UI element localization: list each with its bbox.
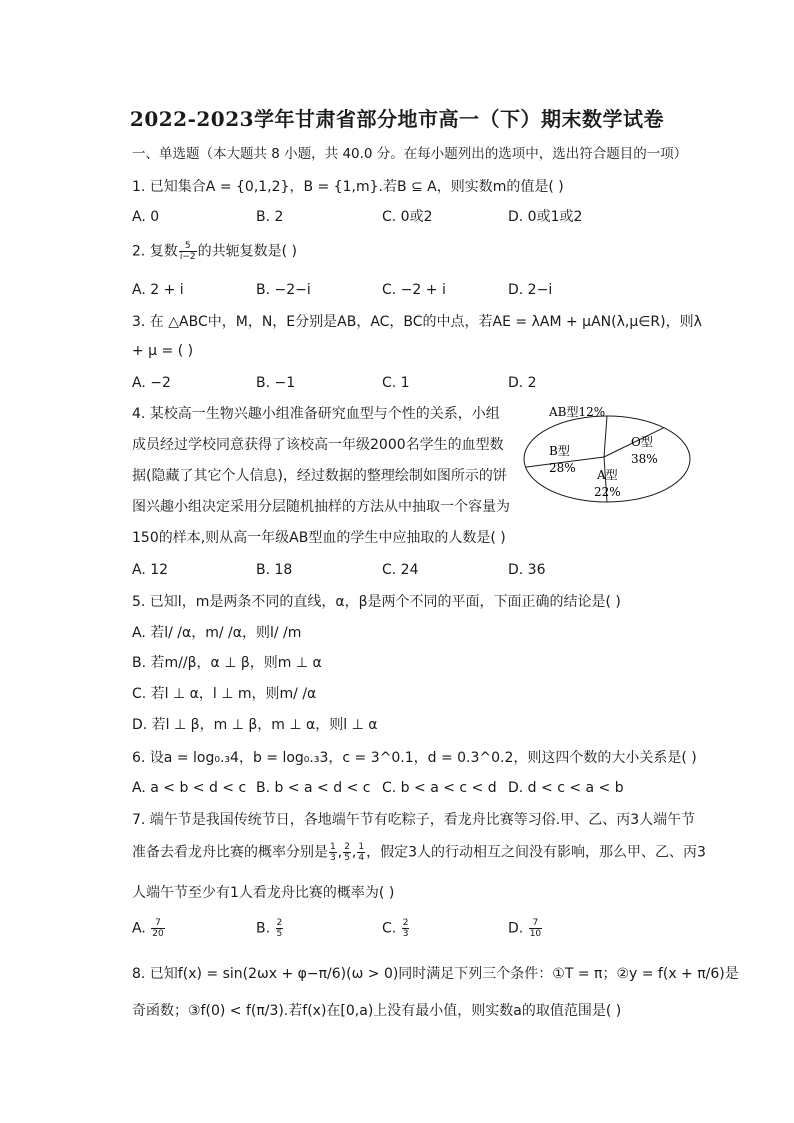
q7-option-c[interactable]: C. $\frac{2}{3}$ [382, 918, 409, 939]
pie-label-a: A型 [597, 468, 618, 482]
pie-divider-1 [604, 416, 607, 457]
q7-option-a[interactable]: A. $\frac{7}{20}$ [132, 918, 164, 939]
q6-option-c[interactable]: C. b < a < c < d [382, 780, 497, 796]
q5-option-d[interactable]: D. 若l ⊥ β，m ⊥ β，m ⊥ α，则l ⊥ α [132, 717, 378, 733]
question-4-line5: 150的样本,则从高一年级AB型血的学生中应抽取的人数是( ) [132, 530, 506, 546]
q2-frac-num: 5 [179, 241, 197, 252]
q4-option-a[interactable]: A. 12 [132, 562, 169, 578]
q3-option-a[interactable]: A. −2 [132, 375, 171, 391]
q7-line2-pre: 准备去看龙舟比赛的概率分别是 [132, 844, 328, 861]
section-header: 一、单选题（本大题共 8 小题，共 40.0 分。在每小题列出的选项中，选出符合题目的一项） [132, 146, 688, 162]
q7-option-d[interactable]: D. $\frac{7}{10}$ [508, 918, 542, 939]
q4-option-b[interactable]: B. 18 [256, 562, 293, 578]
question-5-stem: 5. 已知l，m是两条不同的直线，α，β是两个不同的平面，下面正确的结论是( ) [132, 594, 621, 610]
q3-option-d[interactable]: D. 2 [508, 375, 537, 391]
question-4-line4: 图兴趣小组决定采用分层随机抽样的方法从中抽取一个容量为 [132, 499, 510, 515]
question-6-stem: 6. 设a = log₀.₃4，b = log₀.₃3，c = 3^0.1，d = 0.3^0.2，则这四个数的大小关系是( ) [132, 750, 697, 766]
q2-option-a[interactable]: A. 2 + i [132, 282, 184, 298]
page-title: 2022-2023学年甘肃省部分地市高一（下）期末数学试卷 [129, 107, 665, 131]
q2-stem-pre: 2. 复数 [132, 243, 178, 260]
q7-option-b[interactable]: B. $\frac{2}{5}$ [256, 918, 283, 939]
q2-option-c[interactable]: C. −2 + i [382, 282, 446, 298]
q2-frac-den: i−2 [179, 252, 196, 262]
q5-option-c[interactable]: C. 若l ⊥ α，l ⊥ m，则m/ /α [132, 686, 317, 702]
pie-label-o: O型 [631, 435, 653, 449]
q5-option-b[interactable]: B. 若m//β，α ⊥ β，则m ⊥ α [132, 655, 322, 671]
q4-option-d[interactable]: D. 36 [508, 562, 546, 578]
q7-line2-post: ，假定3人的行动相互之间没有影响，那么甲、乙、丙3 [366, 844, 706, 861]
q1-option-b[interactable]: B. 2 [256, 209, 284, 225]
q7-frac-3: $\frac{1}{4}$ [358, 842, 365, 863]
q2-option-b[interactable]: B. −2−i [256, 282, 311, 298]
pie-value-o: 38% [631, 452, 658, 466]
q2-stem-post: 的共轭复数是( ) [197, 243, 297, 260]
q6-option-a[interactable]: A. a < b < d < c [132, 780, 247, 796]
q1-option-a[interactable]: A. 0 [132, 209, 160, 225]
pie-label-b: B型 [549, 444, 570, 458]
q6-option-b[interactable]: B. b < a < d < c [256, 780, 371, 796]
question-4-line2: 成员经过学校同意获得了该校高一年级2000名学生的血型数 [132, 437, 504, 453]
q2-fraction [179, 241, 197, 262]
q1-option-c[interactable]: C. 0或2 [382, 209, 433, 225]
q7-frac-1: $\frac{1}{3}$ [330, 842, 336, 863]
question-8-line2: 奇函数；③f(0) < f(π/3).若f(x)在[0,a)上没有最小值，则实数a的取值范围是( ) [132, 1003, 622, 1019]
q7-frac-2: $\frac{2}{5}$ [344, 842, 350, 863]
question-7-line3: 人端午节至少有1人看龙舟比赛的概率为( ) [132, 885, 395, 901]
question-1-stem: 1. 已知集合A = {0,1,2}，B = {1,m}.若B ⊆ A，则实数m的值是( ) [132, 179, 564, 195]
pie-value-b: 28% [549, 461, 576, 475]
q2-option-d[interactable]: D. 2−i [508, 282, 553, 298]
q6-option-d[interactable]: D. d < c < a < b [508, 780, 624, 796]
blood-type-pie-chart [520, 400, 695, 510]
q4-option-c[interactable]: C. 24 [382, 562, 419, 578]
question-7-line1: 7. 端午节是我国传统节日，各地端午节有吃粽子，看龙舟比赛等习俗.甲、乙、丙3人端午节 [132, 812, 696, 828]
question-4-line1: 4. 某校高一生物兴趣小组准备研究血型与个性的关系，小组 [132, 406, 500, 422]
question-3-line2: + μ = ( ) [132, 343, 194, 359]
question-7-line2: 准备去看龙舟比赛的概率分别是 $\frac{1}{3}$ , $\frac{2}{5}$ , $\frac{1}{4}$ ，假定3人的行动相互之间没有影响，那么甲、乙、丙3 [132, 842, 706, 863]
q5-option-a[interactable]: A. 若l/ /α，m/ /α，则l/ /m [132, 625, 302, 641]
question-8-line1: 8. 已知f(x) = sin(2ωx + φ−π/6)(ω > 0)同时满足下列三个条件：①T = π；②y = f(x + π/6)是 [132, 966, 739, 982]
q3-option-c[interactable]: C. 1 [382, 375, 410, 391]
question-3-line1: 3. 在 △ABC中，M，N，E分别是AB，AC，BC的中点，若AE = λAM + μAN(λ,μ∈R)，则λ [132, 314, 702, 330]
pie-value-a: 22% [594, 485, 621, 499]
q3-option-b[interactable]: B. −1 [256, 375, 296, 391]
question-2-stem [132, 241, 297, 262]
pie-label-ab: AB型12% [549, 405, 606, 419]
q1-option-d[interactable]: D. 0或1或2 [508, 209, 583, 225]
question-4-line3: 据(隐藏了其它个人信息)，经过数据的整理绘制如图所示的饼 [132, 468, 507, 484]
